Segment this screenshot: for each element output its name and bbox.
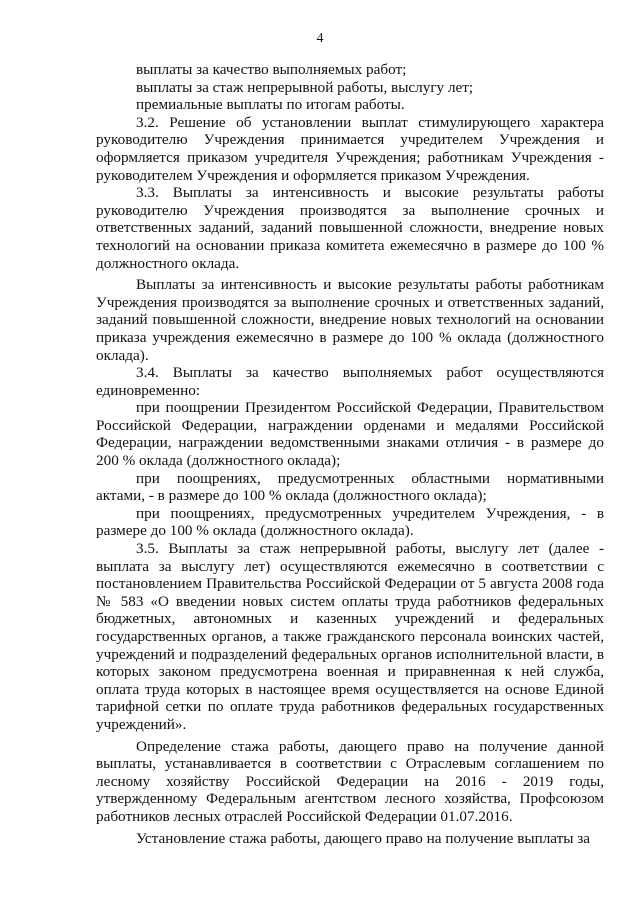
paragraph: при поощрении Президентом Российской Федерации, Правительством Российской Федерации, награждении орденами и медалями Российской Федерации, награждении ведомственными знаками отличия - в размере до 200 % оклада (должностного оклада);	[96, 399, 604, 470]
page-number: 4	[316, 31, 324, 46]
list-item: премиальные выплаты по итогам работы.	[136, 96, 405, 114]
document-body	[96, 61, 604, 847]
list-item: выплаты за качество выполняемых работ;	[136, 61, 407, 78]
paragraph: при поощрениях, предусмотренных областными нормативными актами, - в размере до 100 % оклада (должностного оклада);	[96, 469, 604, 505]
paragraph: Определение стажа работы, дающего право на получение данной выплаты, устанавливается в соответствии с Отраслевым соглашением по лесному хозяйству Российской Федерации на 2016 - 2019 годы, утвержденному Федеральным агентством лесного хозяйства, Профсоюзом работников лесных отраслей Российской Федерации 01.07.2016.	[96, 737, 604, 825]
list-item: выплаты за стаж непрерывной работы, выслугу лет;	[136, 78, 474, 96]
paragraph-3-5: 3.5. Выплаты за стаж непрерывной работы, выслугу лет (далее - выплата за выслугу лет) осуществляются ежемесячно в соответствии с постановлением Правительства Российской Федерации от 5 августа 2008 года № 583 «О введении новых систем оплаты труда работников федеральных бюджетных, автономных и казенных учреждений и федеральных государственных органов, а также гражданского персонала воинских частей, учреждений и подразделений федеральных органов исполнительной власти, в которых законом предусмотрена военная и приравненная к ней служба, оплата труда которых в настоящее время осуществляется на основе Единой тарифной сетки по оплате труда работников федеральных государственных учреждений».	[96, 540, 604, 733]
paragraph: Установление стажа работы, дающего право на получение выплаты за	[136, 829, 591, 847]
paragraph-3-2: 3.2. Решение об установлении выплат стимулирующего характера руководителю Учреждения принимается учредителем Учреждения и оформляется приказом учредителя Учреждения; работникам Учреждения - руководителем Учреждения и оформляется приказом Учреждения.	[96, 113, 604, 184]
paragraph: Выплаты за интенсивность и высокие результаты работы работникам Учреждения производятся за выполнение срочных и ответственных заданий, заданий повышенной сложности, внедрение новых технологий на основании приказа учреждения ежемесячно в размере до 100 % оклада (должностного оклада).	[96, 276, 604, 364]
paragraph-3-4: 3.4. Выплаты за качество выполняемых работ осуществляются единовременно:	[96, 364, 604, 399]
paragraph-3-3: 3.3. Выплаты за интенсивность и высокие результаты работы руководителю Учреждения производятся за выполнение срочных и ответственных заданий, заданий повышенной сложности, внедрение новых технологий на основании приказа комитета ежемесячно в размере до 100 % должностного оклада.	[96, 184, 604, 272]
paragraph: при поощрениях, предусмотренных учредителем Учреждения, - в размере до 100 % оклада (должностного оклада).	[96, 504, 604, 540]
